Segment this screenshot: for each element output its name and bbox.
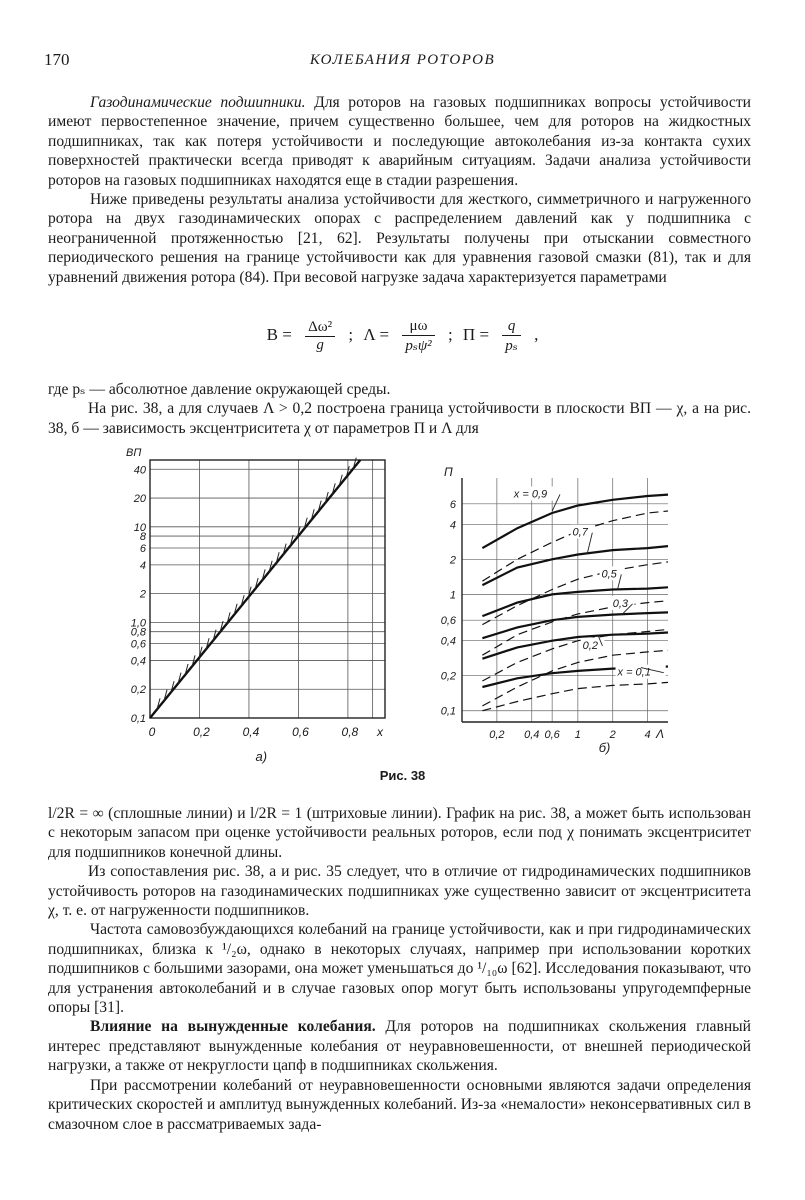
y-tick-label: 6 — [139, 543, 146, 556]
figure-38 — [0, 440, 805, 780]
y-tick-label: 10 — [133, 521, 146, 534]
y-tick-label: 4 — [449, 519, 456, 532]
chart-frame — [150, 460, 385, 718]
chart-b — [441, 465, 668, 755]
curve-solid — [482, 633, 668, 659]
y-tick-label: 0,6 — [440, 615, 456, 628]
x-tick-label: 0,8 — [341, 725, 359, 739]
formula-b-den: g — [316, 337, 324, 353]
formula-b-num: Δω² — [305, 319, 335, 337]
y-tick-label: 0,2 — [440, 670, 456, 683]
formula-b-lhs: В = — [266, 325, 292, 345]
parameter-formula — [0, 318, 805, 355]
x-tick-label: 0,6 — [292, 725, 309, 739]
x-axis-title: х — [377, 725, 383, 739]
formula-p-fraction — [499, 318, 524, 355]
x-tick-label: 0,2 — [193, 725, 210, 739]
y-tick-label: 0,6 — [130, 638, 146, 651]
curve-label: 0,3 — [612, 597, 629, 610]
x-tick-label: 2 — [609, 729, 616, 741]
formula-p-den: pₛ — [505, 338, 518, 354]
x-tick-label: 1 — [574, 729, 581, 741]
formula-sep: ; — [447, 325, 453, 345]
y-tick-label: 1,0 — [130, 617, 146, 630]
formula-p-lhs: П = — [462, 325, 490, 345]
y-tick-label: 4 — [139, 559, 146, 572]
y-tick-label: 0,1 — [130, 713, 146, 725]
paragraph-text: Для роторов на подшипниках скольжения главный интерес представляют вынужденные колебания от неуравновешенности, от внешней периодической нагрузки, а также от некруглости цапф в подшипниках скольжения. — [48, 1018, 751, 1075]
x-axis-title: Λ — [656, 727, 665, 741]
curve-label: 0,7 — [572, 526, 588, 539]
x-tick-label: 4 — [644, 729, 651, 741]
x-tick-label: 0 — [148, 725, 156, 739]
x-tick-label: 0,4 — [524, 729, 540, 741]
y-tick-label: 0,8 — [130, 626, 146, 639]
paragraph-unbalance: При рассмотрении колебаний от неуравновешенности основными являются задачи определения критических скоростей и амплитуд вынужденных колебаний. Из-за «немалости» неконсервативных сил в смазочном слое в рассматриваемых зада- — [48, 1076, 752, 1133]
y-tick-label: 0,4 — [130, 655, 146, 668]
paragraph-fig-ref: На рис. 38, а для случаев Λ > 0,2 построена граница устойчивости в плоскости ВП — χ, а на рис. 38, б — зависимость эксцентриситета χ от параметров П и Λ для — [48, 400, 751, 437]
y-axis-title: ВП — [126, 447, 142, 459]
running-title: КОЛЕБАНИЯ РОТОРОВ — [309, 52, 496, 68]
paragraph-lead: Влияние на вынужденные колебания. — [90, 1018, 376, 1036]
figure-caption: Рис. 38 — [379, 768, 426, 783]
curve-dashed — [482, 682, 668, 710]
y-tick-label: 8 — [139, 531, 146, 544]
y-tick-label: 2 — [139, 588, 146, 601]
formula-sep: ; — [348, 325, 354, 345]
panel-label: б) — [598, 740, 611, 755]
paragraph-comparison: Из сопоставления рис. 38, а и рис. 35 следует, что в отличие от гидродинамических подшипников устойчивость роторов на газодинамических подшипниках уже существенно зависит от эксцентриситета χ, т. е. от нагруженности подшипников. — [48, 863, 751, 920]
y-tick-label: 2 — [449, 554, 456, 567]
formula-p-num: q — [502, 318, 521, 336]
y-tick-label: 0,1 — [440, 705, 456, 718]
y-axis-title: П — [444, 465, 453, 479]
paragraph-line-legend: l/2R = ∞ (сплошные линии) и l/2R = 1 (штриховые линии). График на рис. 38, а может быть использован с некоторым запасом при оценке устойчивости реальных роторов, если под χ понимать эксцентриситет для подшипников конечной длины. — [48, 805, 751, 861]
formula-end: , — [534, 325, 539, 345]
paragraph-forced — [48, 1017, 751, 1075]
formula-l-fraction — [399, 318, 437, 355]
curve-label: х = 0,9 — [513, 488, 548, 501]
curve-label: х = 0,1 — [617, 666, 651, 679]
y-tick-label: 0,2 — [130, 684, 146, 697]
text-block-mid — [48, 380, 751, 438]
formula-b-fraction — [302, 319, 338, 354]
chart-a — [126, 447, 385, 764]
text-block-bottom — [48, 804, 751, 1134]
x-tick-label: 0,6 — [544, 729, 560, 741]
paragraph-frequency: Частота самовозбуждающихся колебаний на границе устойчивости, как и при гидродинамических подшипниках, близка к ¹/₂ω, однако в некоторых случаях, например при использовании коротких подшипников с большими зазорами, она может уменьшаться до ¹/₁₀ω [62]. Исследования показывают, что для устранения автоколебаний и в случае газовых опор могут быть использованы упругодемпферные опоры [31]. — [48, 921, 751, 1017]
y-tick-label: 0,4 — [440, 635, 456, 648]
curve-solid — [482, 495, 668, 548]
x-tick-label: 0,2 — [489, 729, 505, 741]
y-tick-label: 6 — [449, 498, 456, 511]
paragraph-gas-bearings — [48, 93, 751, 190]
paragraph-where: где pₛ — абсолютное давление окружающей среды. — [48, 381, 391, 398]
formula-l-num: μω — [402, 318, 434, 336]
curve-label: 0,2 — [582, 639, 598, 652]
page-number: 170 — [44, 50, 70, 69]
paragraph-lead: Газодинамические подшипники. — [90, 94, 306, 111]
y-tick-label: 40 — [133, 464, 146, 477]
text-block-top — [48, 93, 751, 287]
panel-label: а) — [255, 749, 268, 764]
formula-l-lhs: Λ = — [363, 325, 390, 345]
y-tick-label: 20 — [133, 493, 146, 506]
paragraph-text: Для роторов на газовых подшипниках вопросы устойчивости имеют первостепенное значение, причем существенно большее, чем для роторов на жидкостных подшипниках, так как потеря устойчивости и последующие автоколебания из-за контакта сухих поверхностей практически всегда приводят к аварийным ситуациям. Задачи анализа устойчивости роторов на газовых подшипниках находятся еще в стадии разрешения. — [48, 94, 751, 189]
paragraph-results: Ниже приведены результаты анализа устойчивости для жесткого, симметричного и нагруженного ротора на двух газодинамических опорах с распределением давлений как у подшипника с неограниченной протяженностью [21, 62]. Результаты получены при отыскании совместного периодического решения на границе устойчивости как для уравнения газовой смазки (81), так и для уравнений движения ротора (84). При весовой нагрузке задача характеризуется параметрами — [48, 191, 751, 286]
formula-l-den: pₛψ² — [405, 338, 432, 354]
y-tick-label: 1 — [449, 589, 456, 602]
x-tick-label: 0,4 — [242, 725, 260, 739]
curve-solid — [482, 587, 668, 616]
curve-label: 0,5 — [601, 568, 617, 581]
